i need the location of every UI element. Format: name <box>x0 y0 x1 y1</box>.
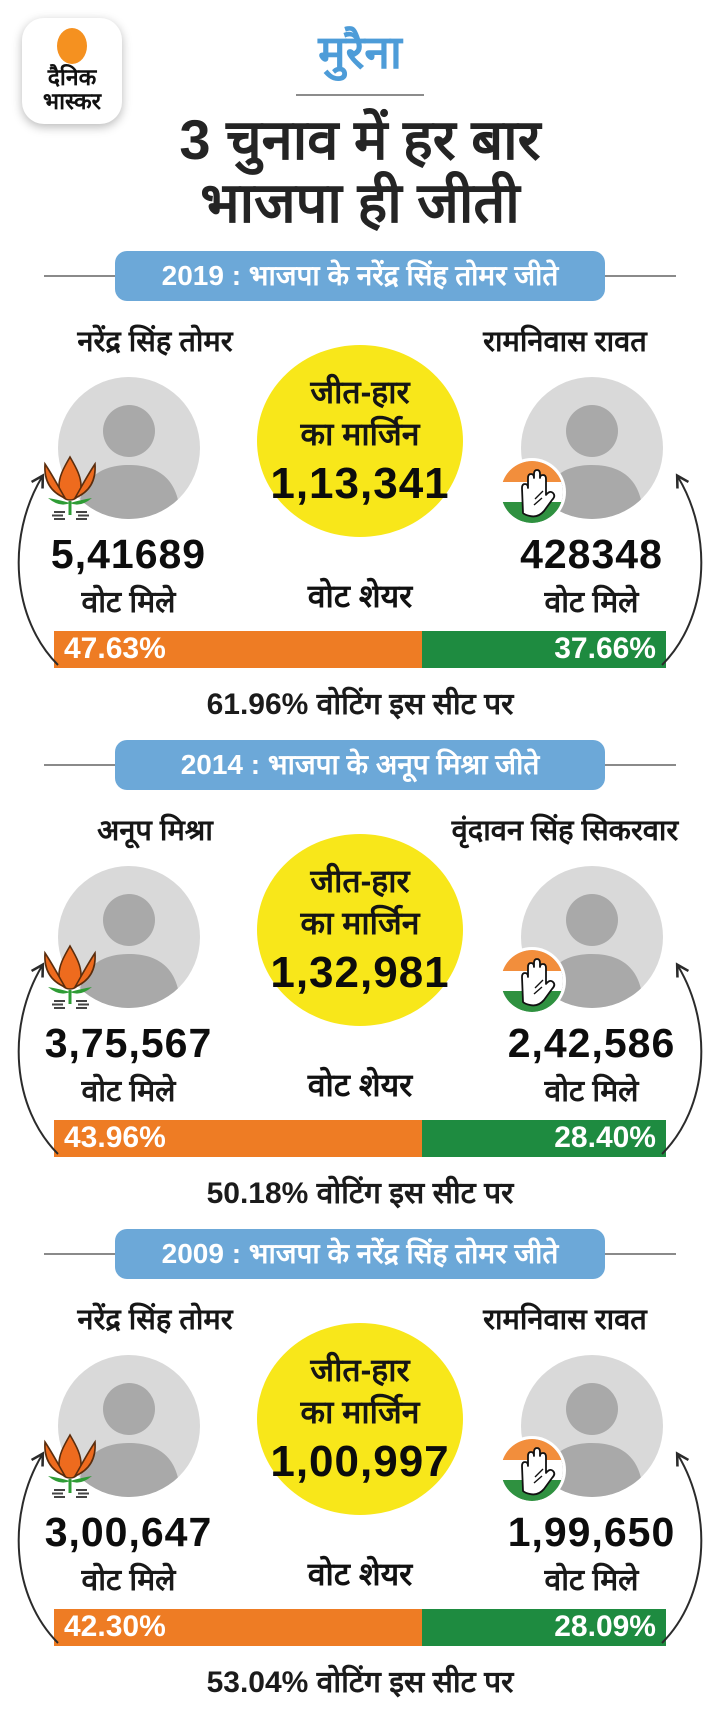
inc-share-segment <box>422 1120 666 1157</box>
divider-line-left <box>44 275 115 277</box>
inc-share-segment <box>422 1609 666 1646</box>
votes-number-bjp: 5,41689 <box>50 530 207 577</box>
inc-share-value: 37.66% <box>554 632 656 666</box>
congress-hand-icon <box>501 950 563 1012</box>
section-header-band: 2009 : भाजपा के नरेंद्र सिंह तोमर जीते <box>115 1229 605 1279</box>
bjp-share-value: 47.63% <box>64 632 166 666</box>
bjp-share-segment <box>54 1120 422 1157</box>
section-header-band: 2014 : भाजपा के अनूप मिश्रा जीते <box>115 740 605 790</box>
votes-number-inc: 1,99,650 <box>507 1508 676 1555</box>
divider-line-left <box>44 1253 115 1255</box>
divider-line-left <box>44 764 115 766</box>
congress-hand-icon <box>501 461 563 523</box>
margin-circle <box>257 345 463 537</box>
votes-number-bjp: 3,00,647 <box>44 1508 213 1555</box>
candidate-name-bjp: नरेंद्र सिंह तोमर <box>77 325 233 358</box>
margin-circle <box>257 834 463 1026</box>
margin-label-2: का मार्जिन <box>300 415 420 452</box>
candidate-name-bjp: नरेंद्र सिंह तोमर <box>77 1303 233 1336</box>
votes-number-inc: 428348 <box>520 530 663 577</box>
candidate-block-inc <box>463 1355 720 1599</box>
inc-share-value: 28.09% <box>554 1610 656 1644</box>
candidate-name-bjp: अनूप मिश्रा <box>97 814 213 847</box>
bjp-lotus-icon <box>38 1429 102 1501</box>
margin-label-1: जीत-हार <box>310 373 410 410</box>
votes-label: वोट मिले <box>544 585 639 619</box>
bjp-share-segment <box>54 631 422 668</box>
votes-label: वोट मिले <box>81 1563 176 1597</box>
turnout-text: 53.04% वोटिंग इस सीट पर <box>206 1665 514 1699</box>
divider-line-right <box>605 764 676 766</box>
margin-value: 1,00,997 <box>270 1437 450 1487</box>
section-2009 <box>0 1229 720 1718</box>
sun-icon <box>57 28 87 64</box>
candidate-block-bjp <box>0 1355 257 1599</box>
divider-line-right <box>605 1253 676 1255</box>
congress-hand-icon <box>501 1439 563 1501</box>
bjp-lotus-icon <box>38 940 102 1012</box>
turnout-text: 50.18% वोटिंग इस सीट पर <box>206 1176 514 1210</box>
margin-circle <box>257 1323 463 1515</box>
margin-label-1: जीत-हार <box>310 1351 410 1388</box>
votes-label: वोट मिले <box>81 1074 176 1108</box>
votes-label: वोट मिले <box>544 1074 639 1108</box>
margin-value: 1,32,981 <box>270 948 450 998</box>
vote-share-bar <box>54 1609 666 1646</box>
vote-share-bar <box>54 631 666 668</box>
candidate-name-inc: वृंदावन सिंह सिकरवार <box>451 814 679 847</box>
vote-share-label: वोट शेयर <box>307 1555 413 1592</box>
margin-label-1: जीत-हार <box>310 862 410 899</box>
candidate-name-inc: रामनिवास रावत <box>483 325 647 358</box>
bjp-share-value: 43.96% <box>64 1121 166 1155</box>
candidate-photo-inc <box>521 866 663 1008</box>
candidate-photo-bjp <box>58 866 200 1008</box>
candidate-block-bjp <box>0 866 257 1110</box>
candidate-block-inc <box>463 377 720 621</box>
brand-name-line2: भास्कर <box>42 87 102 114</box>
margin-label-2: का मार्जिन <box>300 1393 420 1430</box>
vote-share-bar <box>54 1120 666 1157</box>
candidate-photo-bjp <box>58 377 200 519</box>
vote-share-label: वोट शेयर <box>307 577 413 614</box>
votes-label: वोट मिले <box>81 585 176 619</box>
candidate-photo-inc <box>521 377 663 519</box>
bjp-share-value: 42.30% <box>64 1610 166 1644</box>
votes-number-inc: 2,42,586 <box>507 1019 676 1066</box>
brand-name-line1: दैनिक <box>47 64 97 90</box>
main-heading-line2: भाजपा ही जीती <box>200 171 520 235</box>
section-2019 <box>0 251 720 740</box>
bjp-share-segment <box>54 1609 422 1646</box>
vote-share-label: वोट शेयर <box>307 1066 413 1103</box>
brand-logo <box>22 18 122 124</box>
section-header-band: 2019 : भाजपा के नरेंद्र सिंह तोमर जीते <box>115 251 605 301</box>
main-heading-line1: 3 चुनाव में हर बार <box>179 108 541 171</box>
main-heading <box>0 108 720 235</box>
inc-share-segment <box>422 631 666 668</box>
candidate-block-bjp <box>0 377 257 621</box>
inc-share-value: 28.40% <box>554 1121 656 1155</box>
turnout-text: 61.96% वोटिंग इस सीट पर <box>206 687 514 721</box>
candidate-block-inc <box>463 866 720 1110</box>
votes-label: वोट मिले <box>544 1563 639 1597</box>
section-2014 <box>0 740 720 1229</box>
candidate-photo-bjp <box>58 1355 200 1497</box>
bjp-lotus-icon <box>38 451 102 523</box>
candidate-name-inc: रामनिवास रावत <box>483 1303 647 1336</box>
divider-line-right <box>605 275 676 277</box>
votes-number-bjp: 3,75,567 <box>44 1019 213 1066</box>
margin-label-2: का मार्जिन <box>300 904 420 941</box>
place-title: मुरैना <box>296 20 424 96</box>
candidate-photo-inc <box>521 1355 663 1497</box>
margin-value: 1,13,341 <box>270 459 450 509</box>
